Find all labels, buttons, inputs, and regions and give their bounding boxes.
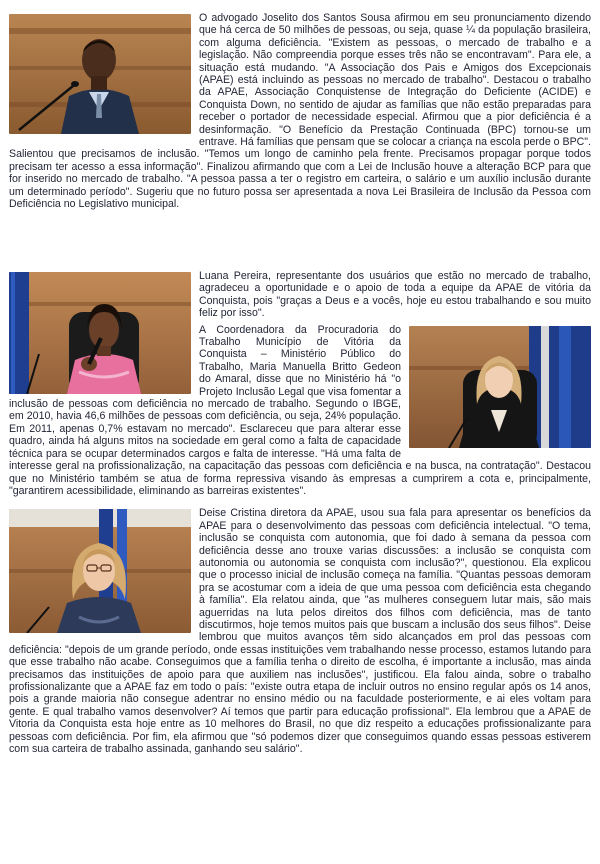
photo-joselito	[9, 14, 191, 134]
paragraph-luana: Luana Pereira, representante dos usuários que estão no mercado de trabalho, agradeceu a oportunidade e o apoio de toda a equipe da APAE de vitória da Conquista, pois "graças a Deus e a vocês, hoje eu estou trabalhando e sou muito feliz por isso".	[199, 270, 591, 320]
paragraph-manuella: A Coordenadora da Procuradoria do Trabalho Município de Vitória da Conquista – Ministério Público do Trabalho, Maria Manuella Britto Gedeon do Amaral, disse que no Ministério há "o Projeto Inclusão Legal que visa fomentar a inclusão de pessoas com deficiência no mercado de trabalho. Segundo o IBGE, em 2010, havia 46,6 milhões de pessoas com deficiência, ou seja, 24% população. Em 2011, apenas 0,7% estavam no mercado". Esclareceu que para alterar esse quadro, ainda há alguns mitos na sociedade em geral como a falta de capacidade técnica para se ocupar determinados cargos e falta de interesse. "Há uma falta de interesse geral na profissionalização, na capacitação das pessoas com deficiência e na busca, na contratação". Destacou que no Ministério também se atua de forma repressiva visando às empresas a cumprirem a cota e, principalmente, "garantirem acessibilidade, eliminando as barreiras existentes".	[9, 323, 591, 497]
photo-woman-blonde-icon	[409, 326, 591, 448]
section-joselito	[9, 12, 591, 268]
paragraph-deise: Deise Cristina diretora da APAE, usou sua fala para apresentar os benefícios da APAE para o desenvolvimento das pessoas com deficiência intelectual. "O tema, inclusão se conquista com autonomia, que foi dado à semana da pessoa com deficiência desse ano trouxe varias discussões: a inclusão se conquista com autonomia ou autonomia se conquista com inclusão?", questionou. Ela explicou que o processo inicial de inclusão começa na família. "Quantas pessoas demoram pra se acostumar com a ideia de que uma pessoa com deficiência esta chegando à família". Ela relatou ainda, que "as mulheres conseguem lutar mais, são mais aguerridas na luta pelos direitos dos filhos com deficiência, mas de tanto discutirmos, hoje temos muitos pais que buscam a inclusão dos seus filhos". Deise lembrou que muitos avanços têm sido alcançados em prol das pessoas com deficiência: "depois de um grande período, onde essas instituições vem trabalhando nesse processo, estamos lutando para que esse trabalho não acabe. Conseguimos que a família tenha o direito de escolha, é importante a inclusão, mas ainda precisamos das instituições de apoio para que auxiliem nas inclusões", justificou. Ela falou ainda, sobre o trabalho profissionalizante que a APAE faz em todo o país: "existe outra etapa de incluir outros no ensino regular após os 14 anos, pois a grande maioria não consegue adentrar no ensino médio ou na faculdade posteriormente, e ai eles voltam para gente. E qual trabalho vamos desenvolver? Aí temos que partir para educação profissional". Ela lembrou que a APAE de Vitoria da Conquista esta hoje entre as 10 melhores do Brasil, no que diz respeito a educações profissionalizante para pessoas com deficiência. Por fim, ela afirmou que "só podemos dizer que conseguimos quando essas pessoas estiverem com sua carteira de trabalho assinada, ganhando seu salário".	[9, 507, 591, 756]
photo-manuella	[409, 326, 591, 448]
article	[9, 0, 591, 755]
paragraph-joselito: O advogado Joselito dos Santos Sousa afirmou em seu pronunciamento dizendo que há cerca de 50 milhões de pessoas, ou seja, quase ¼ da população brasileira, com alguma deficiência. "Existem as pessoas, o mercado de trabalho e a legislação. Não compreendia porque esses três não se encontravam". Para ele, a situação está mudando. "A Associação dos Pais e Amigos dos Excepcionais (APAE) está incluindo as pessoas no mercado de trabalho". Destacou o trabalho da APAE, Associação Conquistense de Integração do Deficiente (ACIDE) e Conquista Down, no sentido de ajudar as famílias que não estão preparadas para receber o portador de necessidade especial. Afirmou que a pior deficiência é a desinformação. "O Benefício da Prestação Continuada (BPC) tornou-se um entrave. Há famílias que pensam que se colocar a criança na escola perde o BPC". Salientou que precisamos de inclusão. "Temos um longo de caminho pela frente. Precisamos propagar porque todos precisam ter acesso a essa informação". Finalizou afirmando que com a Lei de Inclusão houve a alteração BCP para que for inserido no mercado de trabalho. "A pessoa passa a ter o registro em carteira, o salário e um auxílio inclusão durante um determinado período". Sugeriu que no futuro possa ser apresentada a nova Lei Brasileira de Inclusão da Pessoa com Deficiência no Legislativo municipal.	[9, 12, 591, 211]
photo-luana	[9, 272, 191, 394]
photo-man-speaking-icon	[9, 14, 191, 134]
photo-woman-glasses-icon	[9, 509, 191, 633]
photo-woman-microphone-icon	[9, 272, 191, 394]
section-luana	[9, 270, 591, 497]
photo-deise	[9, 509, 191, 633]
section-deise	[9, 507, 591, 755]
